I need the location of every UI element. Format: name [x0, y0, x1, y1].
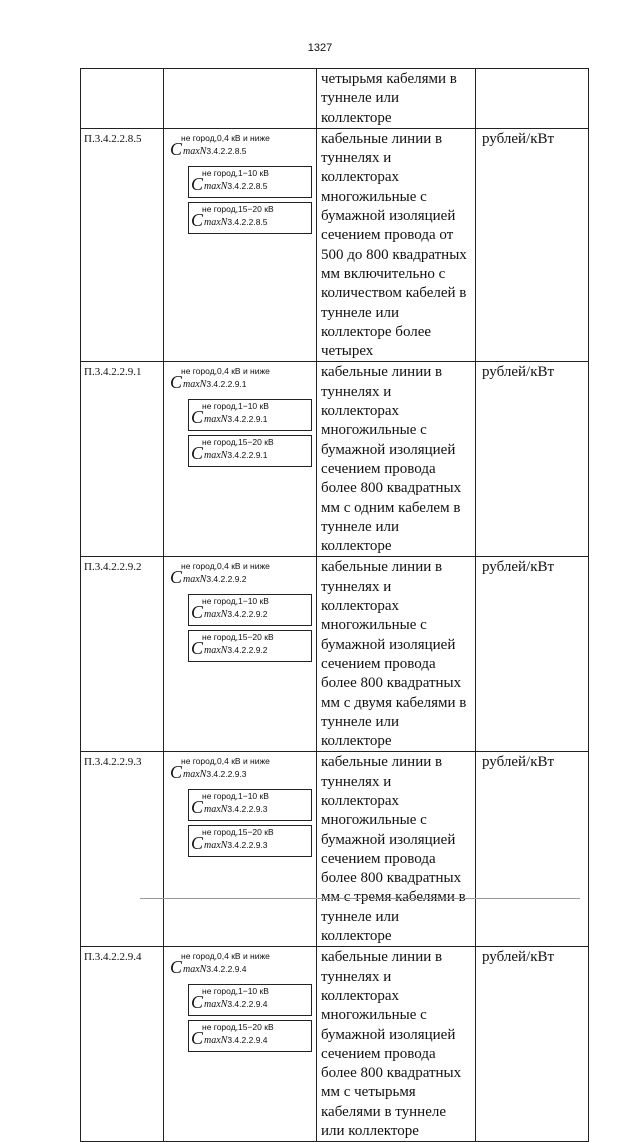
formula-cell [164, 128, 317, 362]
formula-subscript [204, 217, 268, 228]
unit-cell [476, 128, 589, 362]
item-description: кабельные линии в туннелях и коллекторах многожильные с бумажной изоляцией сечением провода более 800 квадратных мм с тремя кабелями в туннеле или коллекторе [321, 754, 466, 945]
formula-symbol: C [170, 138, 183, 159]
formula-subscript-code: 3.4.2.2.9.1 [206, 379, 247, 390]
formula-subscript-code: 3.4.2.2.8.5 [227, 216, 268, 227]
rate-formula [188, 630, 312, 662]
formula-subscript [183, 379, 247, 390]
formula-subscript [204, 804, 268, 815]
rate-formula [188, 789, 312, 821]
item-description: кабельные линии в туннелях и коллекторах многожильные с бумажной изоляцией сечением провода более 800 квадратных мм с одним кабелем в туннеле или коллекторе [321, 364, 462, 555]
code-cell [81, 69, 164, 129]
formula-symbol: C [191, 602, 204, 623]
formula-superscript: не город,15−20 кВ [202, 827, 274, 838]
unit-cell [476, 362, 589, 557]
item-unit: рублей/кВт [482, 130, 555, 147]
table-row [81, 362, 589, 557]
formula-superscript: не город,15−20 кВ [202, 437, 274, 448]
item-code: П.3.4.2.2.8.5 [84, 132, 142, 145]
rate-formula [188, 594, 312, 626]
formula-subscript-variable: maxN [204, 804, 228, 816]
rate-formula [168, 560, 312, 590]
description-cell [317, 128, 476, 362]
formula-symbol: C [191, 443, 204, 464]
formula-superscript: не город,15−20 кВ [202, 1022, 274, 1033]
formula-subscript [204, 645, 268, 656]
rate-formula [188, 435, 312, 467]
table-row [81, 128, 589, 362]
formula-cell [164, 557, 317, 752]
formula-subscript-code: 3.4.2.2.8.5 [206, 145, 247, 156]
continuation-description: четырьмя кабелями в туннеле или коллекторе [321, 71, 457, 126]
formula-subscript-variable: maxN [204, 1035, 228, 1047]
formula-subscript-variable: maxN [204, 609, 228, 621]
formula-symbol: C [191, 638, 204, 659]
unit-cell [476, 752, 589, 947]
formula-superscript: не город,15−20 кВ [202, 203, 274, 214]
formula-subscript-code: 3.4.2.2.9.3 [227, 804, 268, 815]
item-code: П.3.4.2.2.9.2 [84, 561, 142, 574]
formula-cell [164, 69, 317, 129]
formula-subscript-code: 3.4.2.2.9.1 [227, 450, 268, 461]
page-number: 1327 [307, 42, 333, 54]
formula-superscript: не город,0,4 кВ и ниже [181, 132, 270, 143]
item-code: П.3.4.2.2.9.3 [84, 756, 142, 769]
formula-superscript: не город,1−10 кВ [202, 401, 269, 412]
rate-formula [188, 166, 312, 198]
code-cell [81, 362, 164, 557]
item-unit: рублей/кВт [482, 754, 555, 771]
table-row [81, 557, 589, 752]
item-unit: рублей/кВт [482, 559, 555, 576]
rate-formula [168, 365, 312, 395]
formula-cell [164, 362, 317, 557]
formula-subscript-code: 3.4.2.2.9.2 [227, 645, 268, 656]
formula-subscript-variable: maxN [183, 379, 207, 391]
unit-cell [476, 947, 589, 1142]
rate-formula [188, 1020, 312, 1052]
formula-subscript [204, 609, 268, 620]
formula-subscript-variable: maxN [204, 645, 228, 657]
formula-subscript-code: 3.4.2.2.9.4 [206, 964, 247, 975]
table-row [81, 752, 589, 947]
rate-formula [188, 399, 312, 431]
formula-superscript: не город,1−10 кВ [202, 596, 269, 607]
formula-superscript: не город,0,4 кВ и ниже [181, 366, 270, 377]
unit-cell [476, 69, 589, 129]
formula-superscript: не город,0,4 кВ и ниже [181, 561, 270, 572]
tariff-table [80, 68, 589, 1142]
formula-symbol: C [170, 957, 183, 978]
formula-subscript-code: 3.4.2.2.9.2 [206, 574, 247, 585]
rate-formula [188, 202, 312, 234]
tariff-table-body [81, 69, 589, 1142]
formula-symbol: C [191, 173, 204, 194]
description-cell [317, 752, 476, 947]
description-cell [317, 947, 476, 1142]
formula-subscript-code: 3.4.2.2.9.1 [227, 414, 268, 425]
formula-subscript-variable: maxN [204, 840, 228, 852]
code-cell [81, 557, 164, 752]
formula-subscript-variable: maxN [204, 999, 228, 1011]
item-unit: рублей/кВт [482, 949, 555, 966]
bottom-rule [140, 898, 580, 899]
formula-symbol: C [170, 762, 183, 783]
description-cell [317, 557, 476, 752]
code-cell [81, 947, 164, 1142]
formula-subscript-code: 3.4.2.2.9.3 [206, 769, 247, 780]
formula-subscript [204, 181, 268, 192]
unit-cell [476, 557, 589, 752]
formula-subscript [183, 964, 247, 975]
item-description: кабельные линии в туннелях и коллекторах многожильные с бумажной изоляцией сечением провода более 800 квадратных мм с двумя кабелями в туннеле или коллекторе [321, 559, 467, 750]
formula-subscript-code: 3.4.2.2.8.5 [227, 180, 268, 191]
formula-subscript-code: 3.4.2.2.9.3 [227, 840, 268, 851]
formula-superscript: не город,1−10 кВ [202, 986, 269, 997]
description-cell [317, 69, 476, 129]
formula-subscript-variable: maxN [183, 574, 207, 586]
item-code: П.3.4.2.2.9.1 [84, 366, 142, 379]
formula-subscript [204, 450, 268, 461]
formula-symbol: C [170, 372, 183, 393]
formula-symbol: C [191, 1028, 204, 1049]
formula-subscript [183, 769, 247, 780]
formula-subscript-variable: maxN [204, 414, 228, 426]
formula-subscript-code: 3.4.2.2.9.2 [227, 609, 268, 620]
formula-subscript-code: 3.4.2.2.9.4 [227, 999, 268, 1010]
formula-subscript [204, 414, 268, 425]
formula-symbol: C [191, 992, 204, 1013]
formula-subscript-variable: maxN [204, 180, 228, 192]
formula-subscript-variable: maxN [183, 964, 207, 976]
rate-formula [188, 984, 312, 1016]
formula-subscript [204, 1035, 268, 1046]
formula-subscript-variable: maxN [204, 450, 228, 462]
formula-subscript [183, 574, 247, 585]
formula-subscript-variable: maxN [204, 216, 228, 228]
item-description: кабельные линии в туннелях и коллекторах многожильные с бумажной изоляцией сечением провода от 500 до 800 квадратных мм включительно с количеством кабелей в туннеле или коллекторе более четырех [321, 130, 467, 360]
item-description: кабельные линии в туннелях и коллекторах многожильные с бумажной изоляцией сечением провода более 800 квадратных мм с четырьмя кабелями в туннеле или коллекторе [321, 949, 462, 1140]
rate-formula [168, 755, 312, 785]
formula-symbol: C [191, 407, 204, 428]
formula-symbol: C [191, 209, 204, 230]
formula-cell [164, 947, 317, 1142]
code-cell [81, 752, 164, 947]
formula-symbol: C [191, 797, 204, 818]
formula-superscript: не город,0,4 кВ и ниже [181, 951, 270, 962]
formula-subscript-variable: maxN [183, 145, 207, 157]
description-cell [317, 362, 476, 557]
code-cell [81, 128, 164, 362]
item-unit: рублей/кВт [482, 364, 555, 381]
formula-subscript [183, 146, 247, 157]
rate-formula [188, 825, 312, 857]
formula-symbol: C [191, 833, 204, 854]
table-row [81, 947, 589, 1142]
formula-superscript: не город,15−20 кВ [202, 632, 274, 643]
formula-superscript: не город,0,4 кВ и ниже [181, 756, 270, 767]
formula-subscript-variable: maxN [183, 769, 207, 781]
formula-superscript: не город,1−10 кВ [202, 167, 269, 178]
continuation-row [81, 69, 589, 129]
formula-superscript: не город,1−10 кВ [202, 791, 269, 802]
formula-subscript [204, 840, 268, 851]
rate-formula [168, 950, 312, 980]
item-code: П.3.4.2.2.9.4 [84, 951, 142, 964]
formula-symbol: C [170, 567, 183, 588]
formula-subscript-code: 3.4.2.2.9.4 [227, 1035, 268, 1046]
formula-subscript [204, 999, 268, 1010]
rate-formula [168, 132, 312, 162]
formula-cell [164, 752, 317, 947]
